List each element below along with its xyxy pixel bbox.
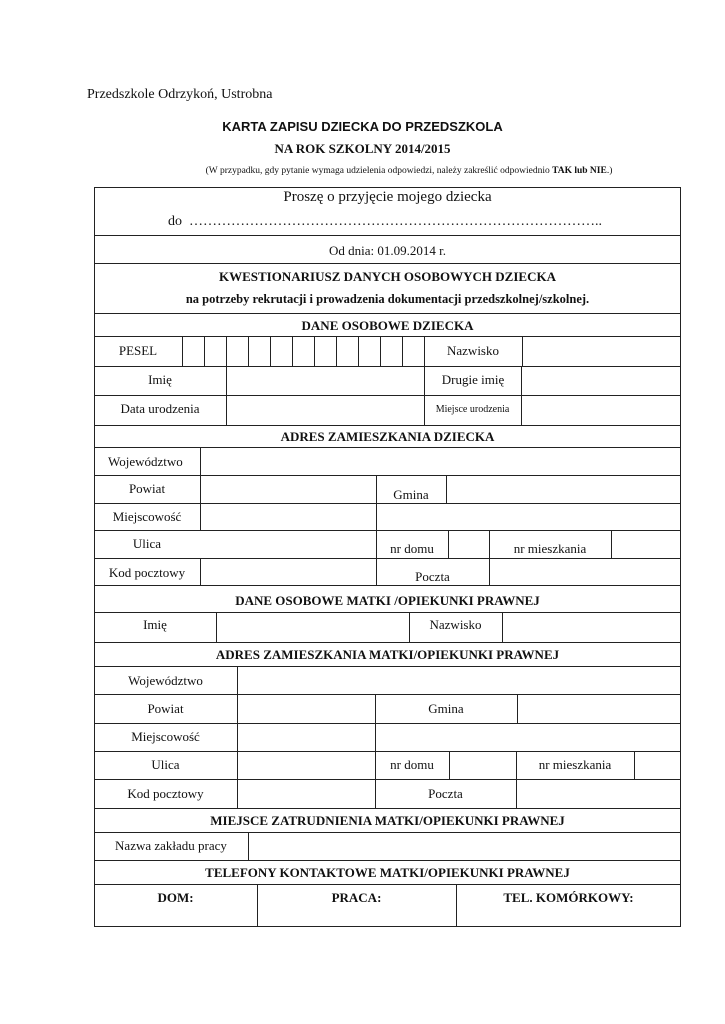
phone-work-input[interactable] (258, 905, 455, 926)
mother-postal-code-input[interactable] (238, 780, 375, 808)
mother-commune-label: Gmina (428, 701, 464, 716)
start-date: Od dnia: 01.09.2014 r. (329, 243, 446, 258)
form-instruction (0, 166, 725, 176)
kindergarten-prefix: do (168, 214, 182, 229)
child-county-input[interactable] (201, 476, 376, 503)
instruction-end: .) (606, 166, 613, 176)
child-county-label: Powiat (128, 481, 166, 496)
mother-county-label: Powiat (147, 701, 184, 716)
mother-first-name-label: Imię (143, 617, 167, 632)
mother-surname-input[interactable] (503, 613, 680, 642)
school-year: NA ROK SZKOLNY 2014/2015 (274, 141, 451, 156)
child-house-no-label: nr domu (390, 541, 434, 556)
mother-county-input[interactable] (238, 695, 375, 723)
mother-flat-no-label: nr mieszkania (538, 757, 612, 772)
section-child-address: ADRES ZAMIESZKANIA DZIECKA (280, 429, 495, 444)
mother-flat-no-input[interactable] (635, 752, 680, 779)
child-first-name-label: Imię (148, 372, 172, 387)
mother-house-no-label: nr domu (390, 757, 434, 772)
phone-work-label: PRACA: (331, 890, 382, 905)
mother-street-input[interactable] (238, 752, 375, 779)
phone-home-label: DOM: (157, 890, 194, 905)
section-mother-work: MIEJSCE ZATRUDNIENIA MATKI/OPIEKUNKI PRAWNEJ (210, 813, 565, 828)
birth-date-label: Data urodzenia (120, 401, 200, 416)
section-child-data: DANE OSOBOWE DZIECKA (301, 318, 474, 333)
child-surname-label: Nazwisko (447, 343, 499, 358)
instruction-text: (W przypadku, gdy pytanie wymaga udzielenia odpowiedzi, należy zakreślić odpowiednio (205, 166, 553, 176)
mother-surname-label: Nazwisko (429, 617, 482, 632)
birth-place-input[interactable] (522, 396, 680, 425)
child-voivodeship-input[interactable] (201, 448, 680, 475)
mother-locality-label: Miejscowość (131, 729, 200, 744)
employer-input[interactable] (249, 833, 680, 860)
mother-post-office-label: Poczta (428, 786, 463, 801)
section-mother-data: DANE OSOBOWE MATKI /OPIEKUNKI PRAWNEJ (235, 593, 540, 608)
mother-locality-input[interactable] (238, 724, 375, 751)
form-title: KARTA ZAPISU DZIECKA DO PRZEDSZKOLA (222, 119, 503, 134)
section-mother-phones: TELEFONY KONTAKTOWE MATKI/OPIEKUNKI PRAWNEJ (205, 865, 570, 880)
child-post-office-label: Poczta (415, 569, 450, 584)
child-second-name-label: Drugie imię (441, 372, 505, 387)
mother-voivodeship-label: Województwo (128, 673, 203, 688)
child-commune-label: Gmina (393, 487, 429, 502)
phone-home-input[interactable] (95, 905, 256, 926)
child-second-name-input[interactable] (522, 367, 680, 395)
child-flat-no-label: nr mieszkania (513, 541, 587, 556)
child-voivodeship-label: Województwo (108, 454, 183, 469)
mother-voivodeship-input[interactable] (238, 667, 680, 694)
kindergarten-line (168, 214, 602, 230)
mother-first-name-input[interactable] (217, 613, 409, 642)
child-surname-input[interactable] (523, 337, 680, 366)
child-postal-code-label: Kod pocztowy (108, 565, 186, 580)
child-street-label: Ulica (132, 536, 162, 551)
child-street-input[interactable] (201, 531, 376, 558)
instruction-highlight: TAK lub NIE (552, 166, 607, 176)
child-postal-code-input[interactable] (201, 559, 376, 585)
child-locality-label: Miejscowość (112, 509, 182, 524)
birth-place-label: Miejsce urodzenia (435, 404, 510, 415)
phone-mobile-input[interactable] (457, 905, 680, 926)
child-house-no-input[interactable] (449, 531, 489, 558)
child-first-name-input[interactable] (227, 367, 424, 395)
request-line: Proszę o przyjęcie mojego dziecka (283, 189, 492, 205)
child-locality-input[interactable] (201, 504, 376, 530)
child-post-office-input[interactable] (490, 559, 680, 585)
questionnaire-title: KWESTIONARIUSZ DANYCH OSOBOWYCH DZIECKA (219, 269, 556, 284)
child-flat-no-input[interactable] (612, 531, 680, 558)
pesel-label: PESEL (118, 343, 158, 358)
institution-name: Przedszkole Odrzykoń, Ustrobna (87, 87, 273, 102)
mother-street-label: Ulica (151, 757, 180, 772)
phone-mobile-label: TEL. KOMÓRKOWY: (503, 890, 634, 905)
kindergarten-name-field[interactable]: …………………………………………………………………………….. (189, 214, 602, 229)
employer-label: Nazwa zakładu pracy (115, 838, 227, 853)
mother-post-office-input[interactable] (517, 780, 680, 808)
section-mother-address: ADRES ZAMIESZKANIA MATKI/OPIEKUNKI PRAWNEJ (215, 647, 560, 662)
mother-commune-input[interactable] (518, 695, 680, 723)
mother-house-no-input[interactable] (450, 752, 516, 779)
child-commune-input[interactable] (447, 476, 680, 503)
birth-date-input[interactable] (227, 396, 424, 425)
pesel-input[interactable] (183, 337, 424, 366)
mother-postal-code-label: Kod pocztowy (127, 786, 204, 801)
questionnaire-subtitle: na potrzeby rekrutacji i prowadzenia dokumentacji przedszkolnej/szkolnej. (185, 292, 590, 306)
